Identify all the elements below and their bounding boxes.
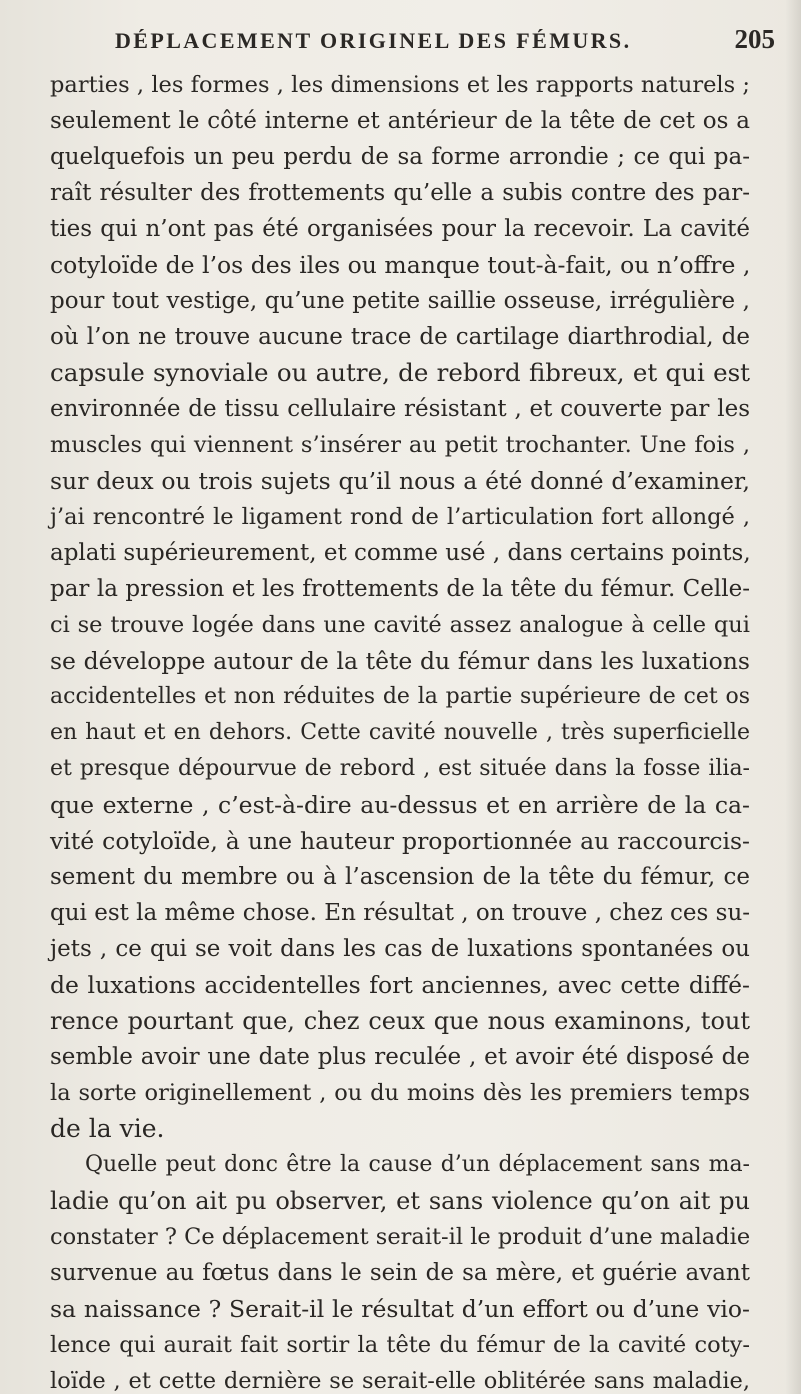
text-line: ties qui n’ont pas été organisées pour la recevoir. La cavité bbox=[50, 216, 750, 242]
running-title: DÉPLACEMENT ORIGINEL DES FÉMURS. bbox=[115, 28, 632, 53]
text-line: lence qui aurait fait sortir la tête du fémur de la cavité coty- bbox=[50, 1332, 750, 1358]
text-line: Quelle peut donc être la cause d’un déplacement sans ma- bbox=[85, 1152, 750, 1177]
page-edge-shadow bbox=[785, 0, 801, 1394]
text-line: accidentelles et non réduites de la partie supérieure de cet os bbox=[50, 684, 750, 709]
text-line: ladie qu’on ait pu observer, et sans violence qu’on ait pu bbox=[50, 1187, 750, 1215]
text-line: où l’on ne trouve aucune trace de cartilage diarthrodial, de bbox=[50, 324, 750, 350]
text-line: environnée de tissu cellulaire résistant , et couverte par les bbox=[50, 396, 750, 422]
text-line: de la vie. bbox=[50, 1114, 165, 1143]
page-header bbox=[115, 20, 775, 60]
text-line: se développe autour de la tête du fémur dans les luxations bbox=[50, 647, 750, 675]
text-line: par la pression et les frottements de la tête du fémur. Celle- bbox=[50, 576, 750, 602]
text-line: seulement le côté interne et antérieur de la tête de cet os a bbox=[50, 108, 750, 134]
text-line: que externe , c’est-à-dire au-dessus et en arrière de la ca- bbox=[50, 791, 750, 819]
text-line: aplati supérieurement, et comme usé , dans certains points, bbox=[50, 540, 751, 566]
text-line: capsule synoviale ou autre, de rebord fibreux, et qui est bbox=[50, 358, 750, 387]
text-line: de luxations accidentelles fort anciennes, avec cette diffé- bbox=[50, 971, 750, 999]
text-line: sa naissance ? Serait-il le résultat d’un effort ou d’une vio- bbox=[50, 1295, 750, 1323]
text-line: quelquefois un peu perdu de sa forme arrondie ; ce qui pa- bbox=[50, 144, 750, 170]
text-line: survenue au fœtus dans le sein de sa mère, et guérie avant bbox=[50, 1260, 750, 1286]
text-line: raît résulter des frottements qu’elle a subis contre des par- bbox=[50, 180, 750, 206]
text-line: la sorte originellement , ou du moins dès les premiers temps bbox=[50, 1080, 750, 1106]
text-line: rence pourtant que, chez ceux que nous examinons, tout bbox=[50, 1007, 750, 1035]
text-line: en haut et en dehors. Cette cavité nouvelle , très superficielle bbox=[50, 720, 750, 745]
text-line: qui est la même chose. En résultat , on trouve , chez ces su- bbox=[50, 900, 751, 926]
text-line: semble avoir une date plus reculée , et avoir été disposé de bbox=[50, 1044, 750, 1070]
text-line: sur deux ou trois sujets qu’il nous a été donné d’examiner, bbox=[50, 467, 750, 495]
page-number: 205 bbox=[734, 24, 775, 54]
text-line: loïde , et cette dernière se serait-elle oblitérée sans maladie, bbox=[50, 1368, 750, 1394]
text-line: cotyloïde de l’os des iles ou manque tout-à-fait, ou n’offre , bbox=[50, 251, 751, 279]
text-line: jets , ce qui se voit dans les cas de luxations spontanées ou bbox=[50, 936, 750, 962]
text-line: parties , les formes , les dimensions et les rapports naturels ; bbox=[50, 72, 750, 98]
text-line: ci se trouve logée dans une cavité assez analogue à celle qui bbox=[50, 612, 750, 638]
text-line: j’ai rencontré le ligament rond de l’articulation fort allongé , bbox=[50, 504, 750, 530]
text-line: vité cotyloïde, à une hauteur proportionnée au raccourcis- bbox=[50, 827, 750, 855]
text-line: pour tout vestige, qu’une petite saillie osseuse, irrégulière , bbox=[50, 288, 750, 314]
text-line: sement du membre ou à l’ascension de la tête du fémur, ce bbox=[50, 864, 750, 890]
text-line: muscles qui viennent s’insérer au petit trochanter. Une fois , bbox=[50, 432, 750, 458]
text-line: et presque dépourvue de rebord , est située dans la fosse ilia- bbox=[50, 756, 750, 781]
text-line: constater ? Ce déplacement serait-il le produit d’une maladie bbox=[50, 1224, 751, 1250]
